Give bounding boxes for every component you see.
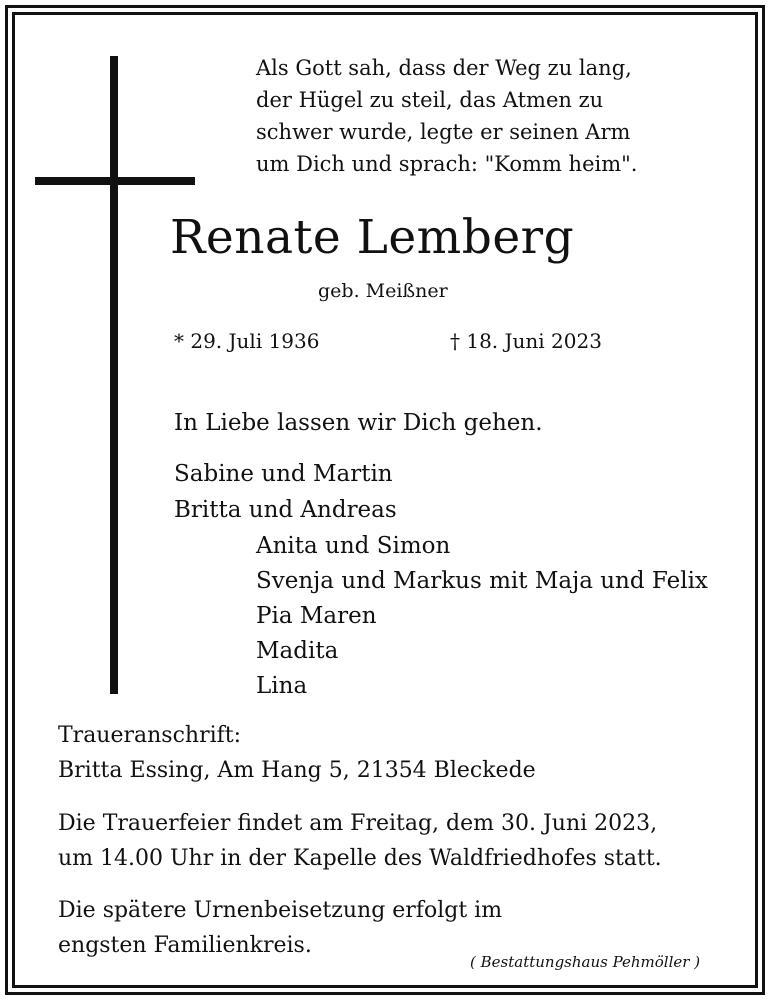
- mourner-name: Sabine und Martin: [174, 461, 393, 487]
- cross-icon-bar: [35, 177, 195, 185]
- undertaker-credit: ( Bestattungshaus Pehmöller ): [470, 953, 701, 971]
- mourner-name: Pia Maren: [256, 603, 377, 629]
- birth-date: * 29. Juli 1936: [174, 329, 320, 353]
- ceremony-line: Die Trauerfeier findet am Freitag, dem 30. Juni 2023,: [58, 811, 658, 836]
- poem-line: der Hügel zu steil, das Atmen zu: [256, 88, 604, 112]
- farewell-text: In Liebe lassen wir Dich gehen.: [174, 410, 543, 436]
- poem-line: schwer wurde, legte er seinen Arm: [256, 120, 631, 144]
- cross-icon: [110, 56, 118, 694]
- mourner-name: Anita und Simon: [256, 533, 451, 559]
- address-label: Traueranschrift:: [58, 723, 242, 748]
- address-value: Britta Essing, Am Hang 5, 21354 Bleckede: [58, 758, 536, 783]
- mourner-name: Lina: [256, 673, 308, 699]
- mourner-name: Madita: [256, 638, 339, 664]
- burial-line: engsten Familienkreis.: [58, 933, 312, 958]
- mourner-name: Svenja und Markus mit Maja und Felix: [256, 568, 708, 594]
- poem-line: Als Gott sah, dass der Weg zu lang,: [256, 56, 632, 80]
- mourner-name: Britta und Andreas: [174, 497, 397, 523]
- birth-name: geb. Meißner: [318, 280, 448, 302]
- ceremony-line: um 14.00 Uhr in der Kapelle des Waldfriedhofes statt.: [58, 846, 662, 871]
- burial-line: Die spätere Urnenbeisetzung erfolgt im: [58, 898, 503, 923]
- death-date: † 18. Juni 2023: [450, 329, 602, 353]
- poem-line: um Dich und sprach: "Komm heim".: [256, 152, 638, 176]
- deceased-name: Renate Lemberg: [170, 210, 575, 265]
